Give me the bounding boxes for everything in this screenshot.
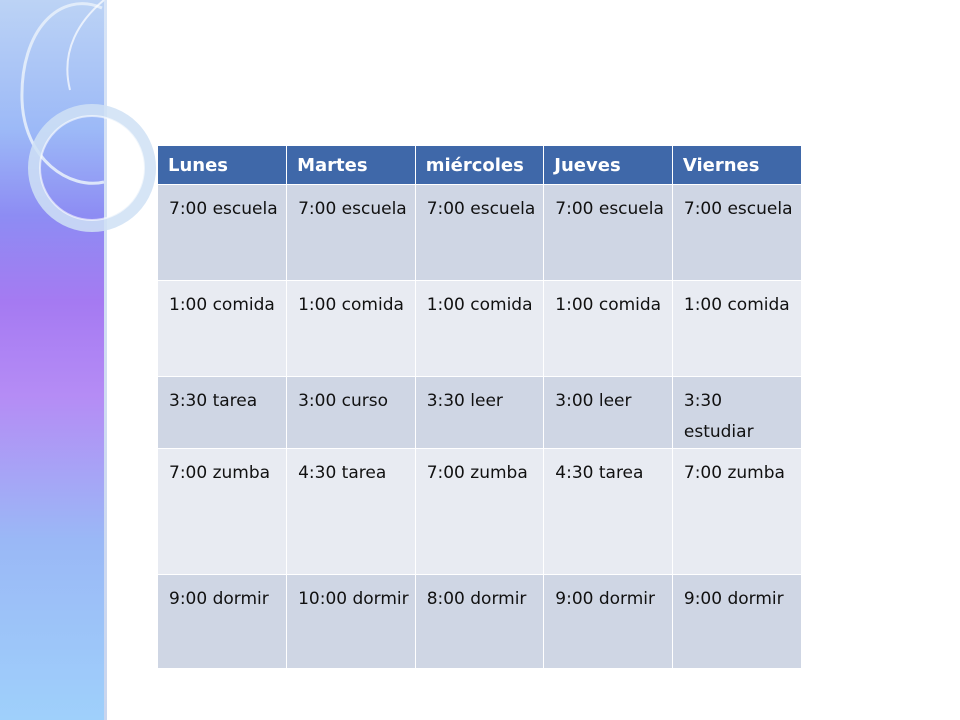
table-cell: 7:00 zumba (672, 449, 801, 575)
table-cell: 7:00 zumba (415, 449, 544, 575)
table-cell: 7:00 escuela (544, 185, 673, 281)
table-cell: 3:30 estudiar (672, 377, 801, 449)
table-row (158, 575, 801, 669)
table-cell: 7:00 escuela (158, 185, 287, 281)
table-cell: 8:00 dormir (415, 575, 544, 669)
table-cell: 7:00 escuela (415, 185, 544, 281)
table-cell: 9:00 dormir (672, 575, 801, 669)
table-cell: 9:00 dormir (544, 575, 673, 669)
table-row (158, 185, 801, 281)
table-cell: 7:00 escuela (287, 185, 416, 281)
table-cell: 3:30 leer (415, 377, 544, 449)
table-cell: 7:00 escuela (672, 185, 801, 281)
table-cell: 1:00 comida (672, 281, 801, 377)
table-cell: 1:00 comida (287, 281, 416, 377)
table-cell: 3:00 curso (287, 377, 416, 449)
table-cell: 4:30 tarea (287, 449, 416, 575)
header-row (158, 146, 801, 185)
table-cell: 3:30 tarea (158, 377, 287, 449)
table-cell: 7:00 zumba (158, 449, 287, 575)
weekly-schedule-table (158, 146, 801, 668)
table-cell: 1:00 comida (158, 281, 287, 377)
table-cell: 1:00 comida (544, 281, 673, 377)
table-row (158, 377, 801, 449)
header-jueves: Jueves (544, 146, 673, 185)
header-lunes: Lunes (158, 146, 287, 185)
table-row (158, 281, 801, 377)
table-cell: 3:00 leer (544, 377, 673, 449)
header-viernes: Viernes (672, 146, 801, 185)
table-cell: 9:00 dormir (158, 575, 287, 669)
header-martes: Martes (287, 146, 416, 185)
table-cell: 10:00 dormir (287, 575, 416, 669)
table-cell: 1:00 comida (415, 281, 544, 377)
table-cell: 4:30 tarea (544, 449, 673, 575)
header-miercoles: miércoles (415, 146, 544, 185)
table-row (158, 449, 801, 575)
